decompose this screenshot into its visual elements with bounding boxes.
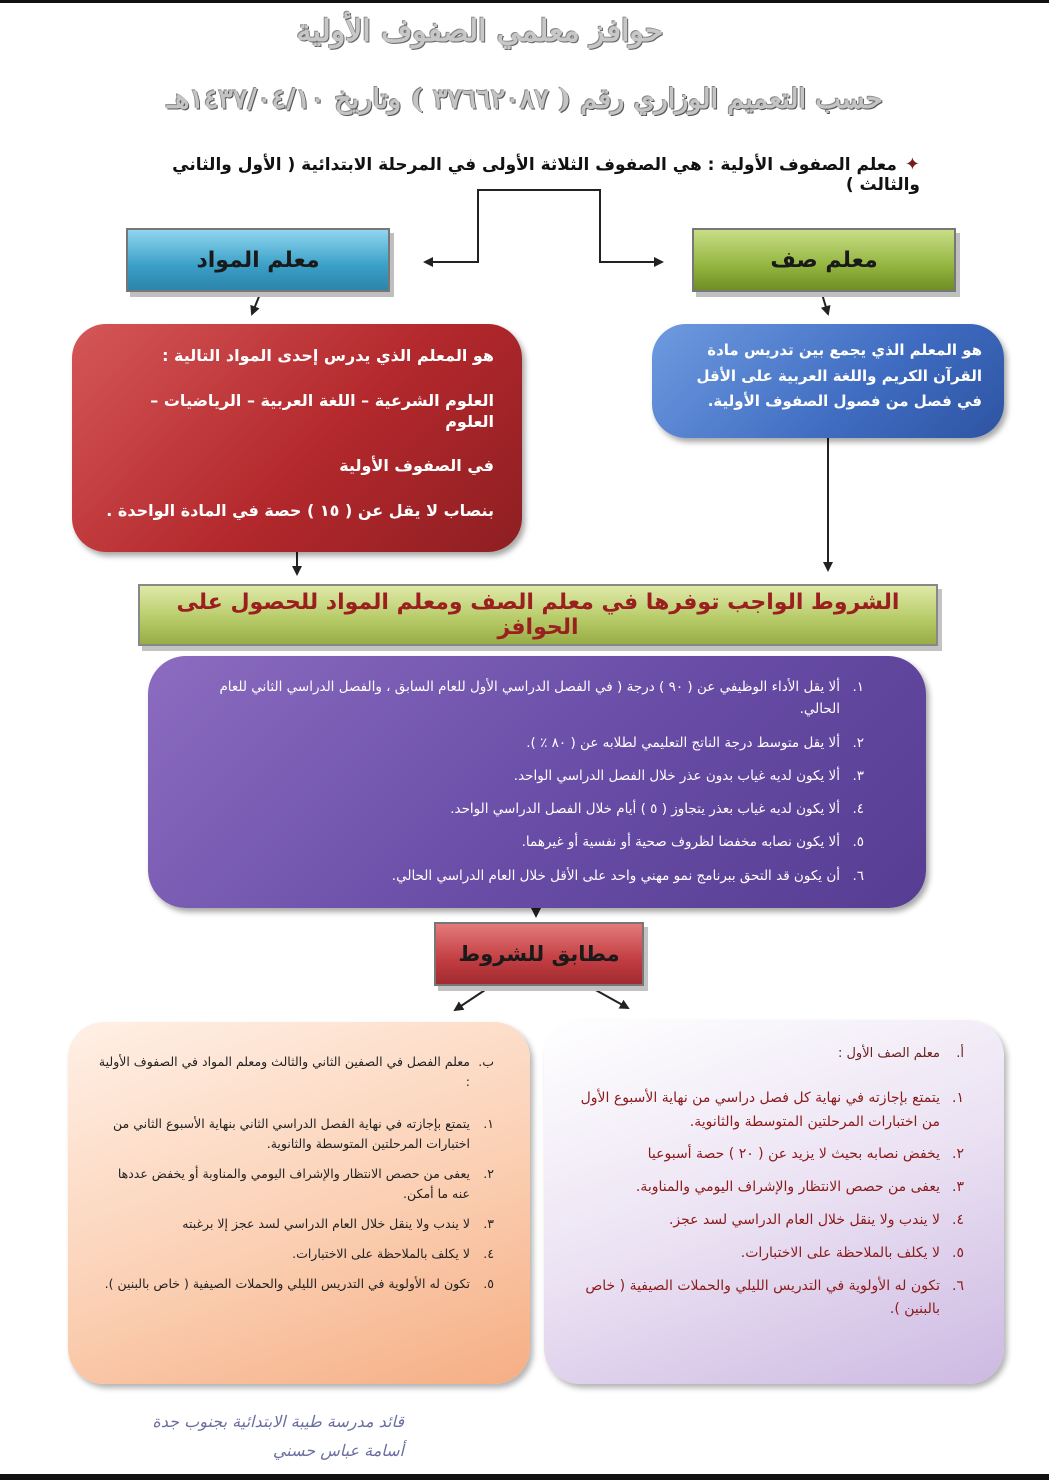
group-b-list	[98, 1114, 494, 1294]
item-text: ألا يقل الأداء الوظيفي عن ( ٩٠ ) درجة ( في الفصل الدراسي الأول للعام السابق ، والفصل الدراسي الثاني للعام الحالي.	[219, 679, 840, 718]
group-a-item	[574, 1209, 964, 1233]
signature-line-1: قائد مدرسة طيبة الابتدائية بجنوب جدة	[152, 1412, 404, 1431]
group-b-card	[68, 1022, 530, 1384]
subject-teacher-line: في الصفوف الأولية	[339, 456, 494, 476]
subject-teacher-header: معلم المواد	[126, 228, 390, 292]
item-text: لا يكلف بالملاحظة على الاختبارات.	[292, 1246, 470, 1261]
group-a-list	[574, 1087, 964, 1322]
item-number: ٥.	[483, 1276, 494, 1291]
condition-item	[194, 676, 864, 721]
item-text: يعفى من حصص الانتظار والإشراف اليومي والمناوبة أو يخفض عددها عنه ما أمكن.	[117, 1166, 470, 1201]
definition-text: معلم الصفوف الأولية : هي الصفوف الثلاثة الأولى في المرحلة الابتدائية ( الأول والثاني والثالث )	[172, 155, 920, 195]
bottom-border	[0, 1474, 1049, 1480]
condition-item	[194, 798, 864, 820]
class-teacher-card: هو المعلم الذي يجمع بين تدريس مادة القرآن الكريم واللغة العربية على الأقل في فصل من فصول الصفوف الأولية.	[652, 324, 1004, 438]
group-b-item	[98, 1164, 494, 1204]
signature	[64, 1408, 404, 1470]
item-number: ٣.	[852, 767, 864, 784]
group-a-item	[574, 1176, 964, 1200]
group-b-item	[98, 1274, 494, 1294]
group-label: أ.	[956, 1046, 964, 1061]
conditions-list	[194, 676, 864, 887]
item-number: ٥.	[852, 834, 864, 851]
group-label: ب.	[478, 1054, 494, 1069]
subject-teacher-card	[72, 324, 522, 552]
group-b-item	[98, 1214, 494, 1234]
arrow-to-subject-teacher	[425, 190, 540, 262]
conditions-header: الشروط الواجب توفرها في معلم الصف ومعلم المواد للحصول على الحوافز	[138, 584, 938, 646]
arrow-matching-to-group-b	[455, 988, 488, 1010]
item-number: ٢.	[852, 734, 864, 751]
item-text: أن يكون قد التحق ببرنامج نمو مهني واحد على الأقل خلال العام الدراسي الحالي.	[391, 867, 840, 884]
item-number: ٤.	[952, 1211, 964, 1228]
item-text: يعفى من حصص الانتظار والإشراف اليومي والمناوبة.	[635, 1179, 940, 1196]
item-text: يتمتع بإجازته في نهاية كل فصل دراسي من نهاية الأسبوع الأول من اختبارات المرحلتين المتوسطة والثانوية.	[580, 1089, 940, 1130]
subject-teacher-line: العلوم الشرعية – اللغة العربية – الرياضيات – العلوم	[150, 390, 494, 431]
item-number: ٢.	[483, 1166, 494, 1181]
item-text: ألا يكون نصابه مخفضا لظروف صحية أو نفسية أو غيرهما.	[521, 834, 840, 851]
arrow-class-header-to-card	[822, 294, 828, 314]
group-b-item	[98, 1244, 494, 1264]
group-heading-text: معلم الفصل في الصفين الثاني والثالث ومعلم المواد في الصفوف الأولية :	[98, 1054, 470, 1089]
item-number: ٣.	[952, 1179, 964, 1196]
group-a-item	[574, 1275, 964, 1323]
arrow-subject-header-to-card	[252, 294, 260, 314]
item-text: ألا يقل متوسط درجة الناتج التعليمي لطلابه عن ( ٨٠ ٪ ).	[526, 734, 840, 751]
group-a-heading	[574, 1044, 964, 1065]
signature-line-2: أسامة عباس حسني	[272, 1440, 404, 1460]
item-text: لا يندب ولا ينقل خلال العام الدراسي لسد عجز إلا برغبته	[182, 1216, 470, 1231]
group-a-card	[544, 1020, 1004, 1384]
subject-teacher-line: هو المعلم الذي يدرس إحدى المواد التالية :	[162, 346, 494, 365]
item-text: ألا يكون لديه غياب بعذر يتجاوز ( ٥ ) أيام خلال الفصل الدراسي الواحد.	[450, 801, 840, 818]
item-text: تكون له الأولوية في التدريس الليلي والحملات الصيفية ( خاص بالبنين ).	[585, 1277, 940, 1318]
item-text: يتمتع بإجازته في نهاية الفصل الدراسي الثاني بنهاية الأسبوع الثاني من اختبارات المرحلتين المتوسطة والثانوية.	[113, 1116, 470, 1151]
group-a-item	[574, 1242, 964, 1266]
item-text: تكون له الأولوية في التدريس الليلي والحملات الصيفية ( خاص بالبنين ).	[104, 1276, 470, 1291]
item-number: ٦.	[852, 867, 864, 884]
group-b-heading	[98, 1052, 494, 1092]
group-heading-text: معلم الصف الأول :	[837, 1046, 940, 1061]
page-title: حوافز معلمي الصفوف الأولية	[296, 14, 664, 49]
group-b-item	[98, 1114, 494, 1154]
item-number: ١.	[483, 1116, 494, 1131]
item-number: ٥.	[952, 1244, 964, 1261]
matching-box: مطابق للشروط	[434, 922, 644, 986]
condition-item	[194, 865, 864, 887]
item-number: ١.	[952, 1089, 964, 1106]
item-text: يخفض نصابه بحيث لا يزيد عن ( ٢٠ ) حصة أسبوعيا	[647, 1146, 940, 1163]
condition-item	[194, 732, 864, 754]
item-text: لا يكلف بالملاحظة على الاختبارات.	[740, 1244, 940, 1261]
arrow-matching-to-group-a	[592, 988, 628, 1008]
condition-item	[194, 765, 864, 787]
conditions-card	[148, 656, 926, 908]
item-text: ألا يكون لديه غياب بدون عذر خلال الفصل الدراسي الواحد.	[513, 767, 840, 784]
item-number: ٦.	[952, 1277, 964, 1294]
group-a-item	[574, 1143, 964, 1167]
arrow-to-class-teacher	[540, 190, 662, 262]
condition-item	[194, 831, 864, 853]
circular-reference: حسب التعميم الوزاري رقم ( ٣٧٦٦٢٠٨٧ ) وتاريخ ١٤٣٧/٠٤/١٠هـ	[167, 84, 883, 115]
group-a-item	[574, 1087, 964, 1135]
definition-line	[120, 154, 920, 195]
class-teacher-header: معلم صف	[692, 228, 956, 292]
subject-teacher-line: بنصاب لا يقل عن ( ١٥ ) حصة في المادة الواحدة .	[106, 501, 494, 521]
item-number: ٤.	[483, 1246, 494, 1261]
item-number: ٢.	[952, 1146, 964, 1163]
item-number: ١.	[852, 679, 864, 695]
star-bullet-icon: ✦	[904, 154, 920, 175]
item-number: ٣.	[483, 1216, 494, 1231]
item-text: لا يندب ولا ينقل خلال العام الدراسي لسد عجز.	[668, 1211, 940, 1228]
item-number: ٤.	[852, 801, 864, 818]
